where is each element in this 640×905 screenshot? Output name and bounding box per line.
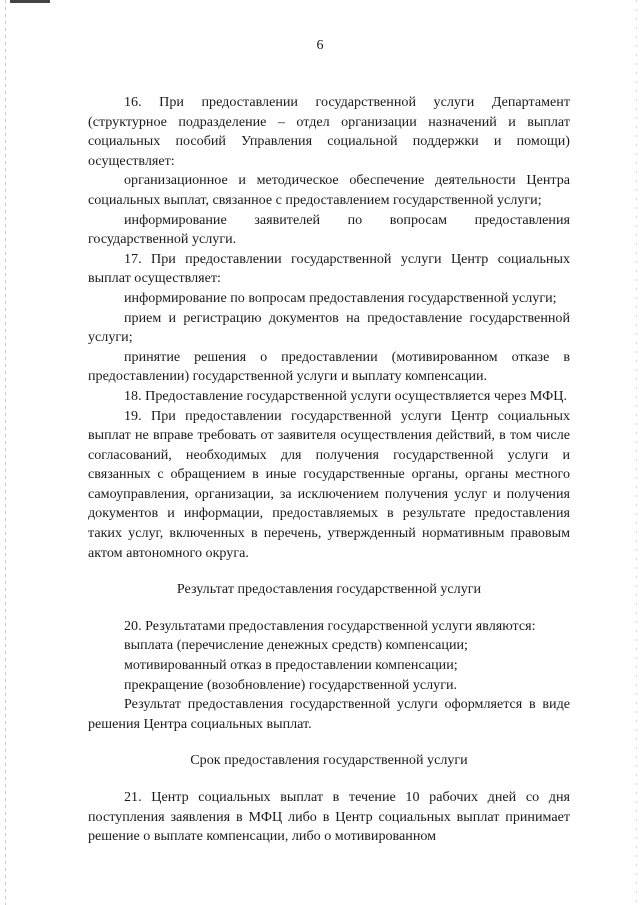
paragraph-20-note: Результат предоставления государственной услуги оформляется в виде решения Центра социальных выплат. (88, 696, 570, 732)
paragraph-16: 16. При предоставлении государственной услуги Департамент (структурное подразделение – отдел организации назначений и выплат социальных пособий Управления социальной поддержки и помощи) осуществляет: (88, 94, 570, 169)
paragraph-17-item-1: информирование по вопросам предоставления государственной услуги; (124, 289, 557, 306)
page-number: 6 (316, 38, 324, 53)
paragraph-16-item-1: организационное и методическое обеспечение деятельности Центра социальных выплат, связанное с предоставлением государственной услуги; (88, 172, 570, 208)
paragraph-20-item-1: выплата (перечисление денежных средств) компенсации; (124, 637, 468, 654)
paragraph-17-item-3: принятие решения о предоставлении (мотивированном отказе в предоставлении) государственной услуги и выплату компенсации. (88, 348, 570, 385)
paragraph-18: 18. Предоставление государственной услуги осуществляется через МФЦ. (124, 387, 567, 404)
document-body (88, 93, 570, 847)
paragraph-17: 17. При предоставлении государственной услуги Центр социальных выплат осуществляет: (88, 250, 570, 287)
paragraph-20: 20. Результатами предоставления государственной услуги являются: (124, 617, 536, 634)
binding-edge (5, 0, 6, 905)
paragraph-16-item-2: информирование заявителей по вопросам предоставления государственной услуги. (88, 211, 570, 248)
section-heading-result: Результат предоставления государственной услуги (176, 581, 482, 598)
scan-top-mark (10, 0, 50, 3)
section-heading-term: Срок предоставления государственной услуги (190, 752, 468, 769)
paragraph-20-item-2: мотивированный отказ в предоставлении компенсации; (124, 657, 458, 674)
paragraph-19: 19. При предоставлении государственной услуги Центр социальных выплат не вправе требовать от заявителя осуществления действий, в том числе согласований, необходимых для получения государственной услуги и связанных с обращением в иные государственные органы, органы местного самоуправления, организации, за исключением получения услуг и получения документов и информации, предоставляемых в результате предоставления таких услуг, включенных в перечень, утвержденный нормативным правовым актом автономного округа. (88, 407, 570, 561)
paragraph-17-item-2: прием и регистрацию документов на предоставление государственной услуги; (88, 309, 570, 346)
scan-right-edge (636, 0, 637, 905)
paragraph-21: 21. Центр социальных выплат в течение 10 рабочих дней со дня поступления заявления в МФЦ либо в Центр социальных выплат принимает решение о выплате компенсации, либо о мотивированном (88, 789, 570, 845)
paragraph-20-item-3: прекращение (возобновление) государственной услуги. (124, 676, 458, 693)
